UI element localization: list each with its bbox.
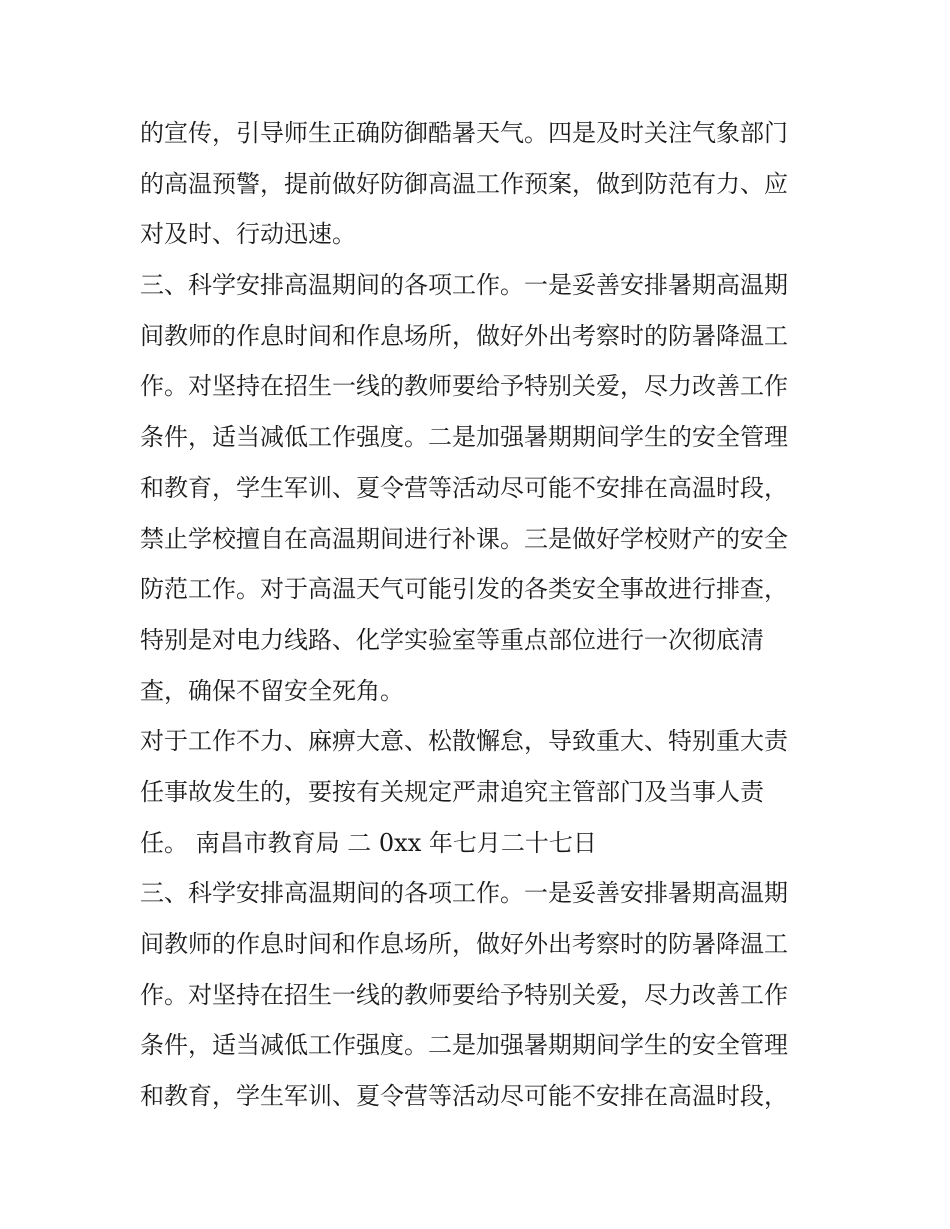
- text-line: 查，确保不留安全死角。: [140, 676, 404, 705]
- text-line: 任。 南昌市教育局 二 0xx 年七月二十七日: [140, 828, 597, 857]
- text-line: 间教师的作息时间和作息场所，做好外出考察时的防暑降温工: [140, 321, 788, 350]
- text-line: 禁止学校擅自在高温期间进行补课。三是做好学校财产的安全: [140, 524, 788, 553]
- text-line: 特别是对电力线路、化学实验室等重点部位进行一次彻底清: [140, 625, 764, 654]
- text-line: 和教育，学生军训、夏令营等活动尽可能不安排在高温时段，: [140, 1082, 788, 1111]
- text-line: 条件，适当减低工作强度。二是加强暑期期间学生的安全管理: [140, 423, 788, 452]
- text-line: 作。对坚持在招生一线的教师要给予特别关爱，尽力改善工作: [140, 980, 788, 1009]
- text-line: 的高温预警，提前做好防御高温工作预案，做到防范有力、应: [140, 169, 788, 198]
- text-line: 对于工作不力、麻痹大意、松散懈怠，导致重大、特别重大责: [140, 727, 788, 756]
- text-line: 对及时、行动迅速。: [140, 220, 356, 249]
- text-line: 间教师的作息时间和作息场所，做好外出考察时的防暑降温工: [140, 930, 788, 958]
- text-line: 三、科学安排高温期间的各项工作。一是妥善安排暑期高温期: [140, 879, 788, 908]
- text-line: 和教育，学生军训、夏令营等活动尽可能不安排在高温时段，: [140, 473, 788, 502]
- text-line: 的宣传，引导师生正确防御酷暑天气。四是及时关注气象部门: [140, 119, 788, 147]
- text-line: 条件，适当减低工作强度。二是加强暑期期间学生的安全管理: [140, 1031, 788, 1060]
- text-line: 防范工作。对于高温天气可能引发的各类安全事故进行排查，: [140, 575, 788, 604]
- text-line: 作。对坚持在招生一线的教师要给予特别关爱，尽力改善工作: [140, 372, 788, 401]
- document-body: [140, 108, 820, 1122]
- text-line: 三、科学安排高温期间的各项工作。一是妥善安排暑期高温期: [140, 271, 788, 300]
- text-line: 任事故发生的，要按有关规定严肃追究主管部门及当事人责: [140, 777, 764, 806]
